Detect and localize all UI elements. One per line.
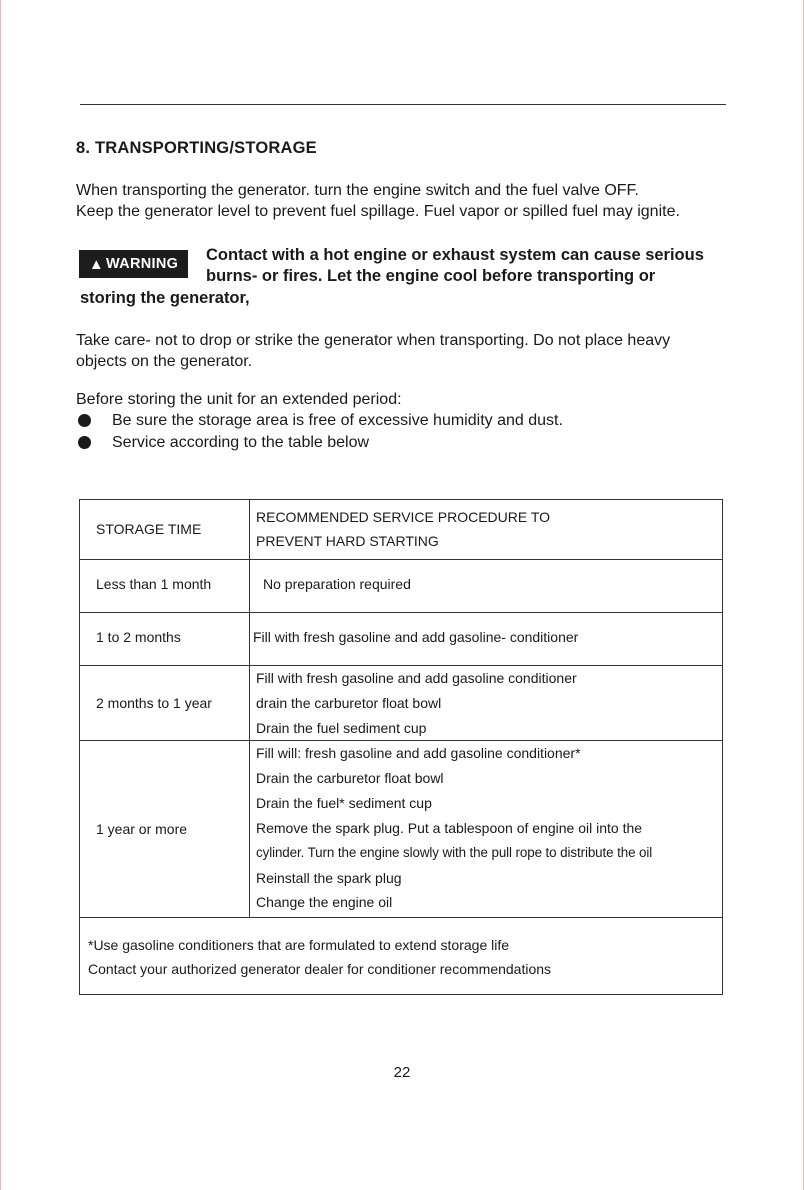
bullet-text: Be sure the storage area is free of excessive humidity and dust. [112, 412, 563, 429]
storage-table [79, 499, 723, 995]
row-time: 2 months to 1 year [96, 695, 212, 711]
warning-badge [79, 250, 188, 278]
table-row-divider [80, 917, 722, 918]
bullet-item [78, 410, 563, 431]
row-step: Fill with fresh gasoline and add gasoline- conditioner [253, 629, 579, 645]
header-procedure-line-1: RECOMMENDED SERVICE PROCEDURE TO [256, 509, 551, 525]
warning-line-3: storing the generator, [80, 289, 250, 307]
row-step: No preparation required [263, 576, 411, 592]
row-step: Drain the fuel sediment cup [256, 720, 427, 736]
row-step: Drain the carburetor float bowl [256, 770, 444, 786]
intro-line-2: Keep the generator level to prevent fuel spillage. Fuel vapor or spilled fuel may ignite. [76, 203, 680, 220]
row-step: drain the carburetor float bowl [256, 695, 442, 711]
table-row-divider [80, 559, 722, 560]
intro-paragraph [76, 180, 776, 222]
header-procedure-line-2: PREVENT HARD STARTING [256, 533, 439, 549]
section-title: 8. TRANSPORTING/STORAGE [76, 139, 317, 157]
page-edge-left [0, 0, 1, 1190]
bullet-text: Service according to the table below [112, 434, 370, 451]
page-number: 22 [393, 1064, 411, 1081]
row-time: Less than 1 month [96, 576, 212, 592]
row-step: Change the engine oil [256, 894, 393, 910]
bullet-item [78, 432, 369, 453]
warning-line-1: Contact with a hot engine or exhaust system can cause serious [206, 246, 704, 264]
header-storage-time: STORAGE TIME [96, 521, 202, 537]
warning-line-2: burns- or fires. Let the engine cool before transporting or [206, 267, 656, 285]
row-step: Drain the fuel* sediment cup [256, 795, 432, 811]
row-time: 1 to 2 months [96, 629, 181, 645]
bullet-dot-icon [78, 436, 91, 449]
row-step: Fill will: fresh gasoline and add gasoline conditioner* [256, 745, 581, 761]
care-paragraph [76, 330, 776, 372]
table-row-divider [80, 612, 722, 613]
warning-badge-label: WARNING [105, 256, 179, 272]
warning-triangle-icon: ▲ [88, 255, 104, 273]
table-column-divider [249, 500, 250, 917]
table-row-divider [80, 740, 722, 741]
row-step: cylinder. Turn the engine slowly with the pull rope to distribute the oil [256, 845, 653, 860]
row-step: Reinstall the spark plug [256, 870, 402, 886]
row-step: Remove the spark plug. Put a tablespoon of engine oil into the [256, 820, 643, 836]
header-rule [80, 104, 726, 105]
footnote-line-1: *Use gasoline conditioners that are formulated to extend storage life [88, 937, 510, 953]
care-line-1: Take care- not to drop or strike the generator when transporting. Do not place heavy [76, 332, 671, 349]
row-time: 1 year or more [96, 821, 188, 837]
intro-line-1: When transporting the generator. turn the engine switch and the fuel valve OFF. [76, 182, 639, 199]
row-step: Fill with fresh gasoline and add gasoline conditioner [256, 670, 577, 686]
footnote-line-2: Contact your authorized generator dealer for conditioner recommendations [88, 961, 552, 977]
care-line-2: objects on the generator. [76, 353, 253, 370]
bullet-dot-icon [78, 414, 91, 427]
storing-lead: Before storing the unit for an extended period: [76, 391, 402, 408]
table-row-divider [80, 665, 722, 666]
